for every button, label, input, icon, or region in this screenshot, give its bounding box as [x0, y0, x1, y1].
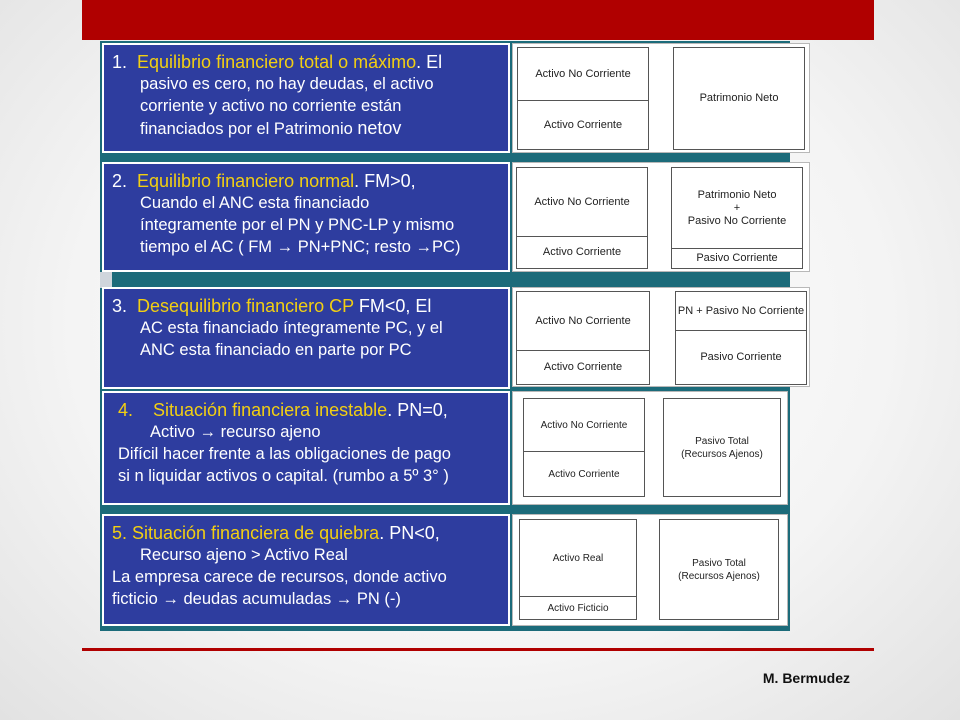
author-name: M. Bermudez [762, 670, 850, 686]
item-4-diagram [512, 391, 788, 505]
item-5-diagram [512, 514, 788, 626]
balance-box: Activo Corriente [516, 236, 648, 269]
balance-box: Activo Ficticio [519, 596, 637, 620]
item-3-heading: Desequilibrio financiero CP [137, 296, 354, 316]
balance-box: Pasivo Corriente [675, 330, 807, 385]
balance-box: Activo No Corriente [517, 47, 649, 101]
balance-box: Activo No Corriente [516, 291, 650, 351]
item-4-heading: Situación financiera inestable [153, 400, 388, 420]
item-3-diagram [512, 287, 810, 387]
item-4-text: 4. Situación financiera inestable. PN=0, Activo → recurso ajeno Difícil hacer frente a las obligaciones de pago si n liquidar activos o capital. (rumbo a 5º 3° ) [102, 391, 510, 505]
item-5-text: 5. Situación financiera de quiebra. PN<0, Recurso ajeno > Activo Real La empresa carece de recursos, donde activo ficticio → deudas acumuladas → PN (-) [102, 514, 510, 626]
balance-box: Pasivo Total (Recursos Ajenos) [663, 398, 781, 497]
item-1-text: 1. Equilibrio financiero total o máximo. El pasivo es cero, no hay deudas, el activo corriente y activo no corriente están financiados por el Patrimonio netov [102, 43, 510, 153]
item-2-heading: Equilibrio financiero normal [137, 171, 355, 191]
balance-box: Pasivo Total (Recursos Ajenos) [659, 519, 779, 620]
balance-box: PN + Pasivo No Corriente [675, 291, 807, 331]
balance-box: Activo Corriente [517, 100, 649, 150]
balance-box: Patrimonio Neto + Pasivo No Corriente [671, 167, 803, 249]
balance-box: Activo No Corriente [523, 398, 645, 452]
item-2-diagram [512, 162, 810, 272]
top-accent-bar [82, 0, 874, 40]
balance-box: Activo Real [519, 519, 637, 597]
item-2-text: 2. Equilibrio financiero normal. FM>0, Cuando el ANC esta financiado íntegramente por el PN y PNC-LP y mismo tiempo el AC ( FM → PN+PNC; resto →PC) [102, 162, 510, 272]
item-1-number: 1. [112, 52, 128, 72]
balance-box: Activo Corriente [516, 350, 650, 385]
item-5-heading: 5. Situación financiera de quiebra [112, 523, 380, 543]
balance-box: Activo Corriente [523, 451, 645, 497]
balance-box: Activo No Corriente [516, 167, 648, 237]
item-3-text: 3. Desequilibrio financiero CP FM<0, El AC esta financiado íntegramente PC, y el ANC esta financiado en parte por PC [102, 287, 510, 389]
balance-box: Pasivo Corriente [671, 248, 803, 269]
figure-gap [100, 272, 112, 288]
balance-box: Patrimonio Neto [673, 47, 805, 150]
bottom-rule [82, 648, 874, 651]
item-1-diagram [512, 43, 810, 153]
item-1-heading: Equilibrio financiero total o máximo [137, 52, 417, 72]
